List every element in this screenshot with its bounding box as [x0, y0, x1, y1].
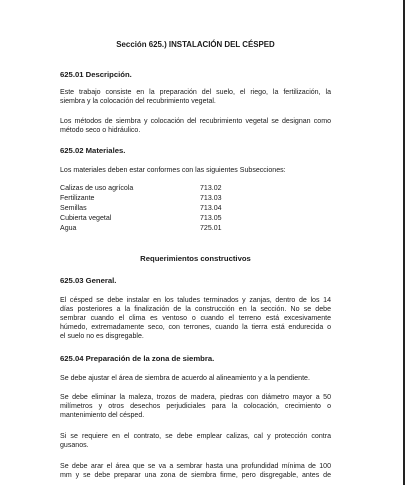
material-name: Fertilizante — [60, 195, 95, 202]
material-name: Calizas de uso agrícola — [60, 185, 134, 192]
materials-table — [60, 184, 222, 234]
table-row — [60, 184, 222, 194]
material-code: 713.03 — [200, 195, 222, 202]
text-line: Los métodos de siembra y colocación del recubrimiento vegetal se designan como — [60, 118, 331, 125]
text-line: Se debe eliminar la maleza, trozos de madera, piedras con diámetro mayor a 50 — [60, 394, 331, 401]
text-line: siembra y la colocación del recubrimiento vegetal. — [60, 98, 216, 105]
heading-requerimientos: Requerimientos constructivos — [140, 254, 251, 263]
heading-preparacion: 625.04 Preparación de la zona de siembra. — [60, 354, 215, 363]
text-line: método seco o hidráulico. — [60, 127, 141, 134]
paragraph-preparacion-2 — [60, 393, 331, 420]
table-row — [60, 204, 222, 214]
paragraph-preparacion-4 — [60, 462, 331, 480]
paragraph-preparacion-1 — [60, 374, 331, 383]
material-code: 713.02 — [200, 185, 222, 192]
text-line: húmedo, extremadamente seco, con terrones, cuando la tierra está endurecida o — [60, 324, 331, 331]
text-line: Se debe arar el área que se va a sembrar hasta una profundidad mínima de 100 — [60, 463, 331, 470]
text-line: mantenimiento del césped. — [60, 412, 145, 419]
material-code: 725.01 — [200, 225, 222, 232]
material-name: Agua — [60, 225, 77, 232]
text-line: Este trabajo consiste en la preparación del suelo, el riego, la fertilización, la — [60, 89, 331, 96]
heading-descripcion: 625.01 Descripción. — [60, 70, 132, 79]
text-line: gusanos. — [60, 442, 89, 449]
paragraph-descripcion-2 — [60, 117, 331, 135]
paragraph-descripcion-1 — [60, 88, 331, 106]
paragraph-general — [60, 296, 331, 341]
text-line: sembrar cuando el clima es ventoso o cuando el terreno está excesivamente — [60, 315, 331, 322]
heading-general: 625.03 General. — [60, 276, 117, 285]
material-code: 713.04 — [200, 205, 222, 212]
section-title: Sección 625.) INSTALACIÓN DEL CÉSPED — [116, 40, 275, 49]
text-line: Si se requiere en el contrato, se debe emplear calizas, cal y protección contra — [60, 433, 331, 440]
table-row — [60, 194, 222, 204]
material-code: 713.05 — [200, 215, 222, 222]
table-row — [60, 224, 222, 234]
paragraph-preparacion-3 — [60, 432, 331, 450]
heading-materiales: 625.02 Materiales. — [60, 146, 126, 155]
materiales-intro: Los materiales deben estar conformes con las siguientes Subsecciones: — [60, 167, 286, 174]
text-line: El césped se debe instalar en los taludes terminados y zanjas, dentro de los 14 — [60, 297, 331, 304]
text-line: milímetros y otros desechos perjudiciales para la colocación, crecimiento o — [60, 403, 331, 410]
text-line: el suelo no es disgregable. — [60, 333, 144, 340]
material-name: Semillas — [60, 205, 87, 212]
table-row — [60, 214, 222, 224]
text-line: días posteriores a la finalización de la construcción en la sección. No se debe — [60, 306, 331, 313]
text-line: mm y se debe preparar una zona de siembra firme, pero disgregable, antes de — [60, 472, 331, 479]
material-name: Cubierta vegetal — [60, 215, 112, 222]
text-line: Se debe ajustar el área de siembra de acuerdo al alineamiento y a la pendiente. — [60, 375, 310, 382]
